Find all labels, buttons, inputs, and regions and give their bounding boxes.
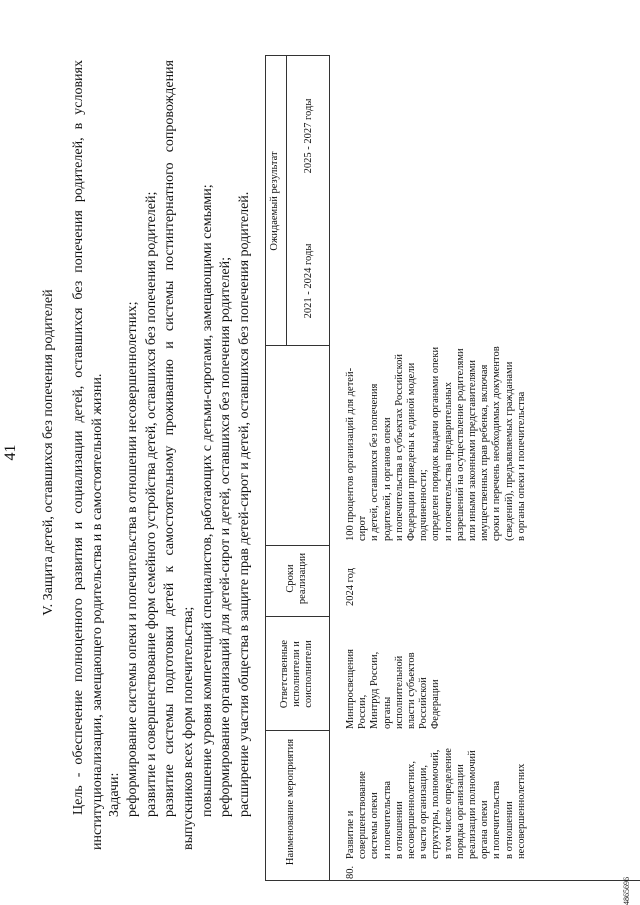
task-item: развитие системы подготовки детей к самостоятельному проживанию и системы постинтернатного сопровождения <box>162 60 177 817</box>
table-left-border <box>265 880 640 881</box>
col-divider <box>265 730 329 731</box>
header-period-2: 2025 - 2027 годы <box>303 98 314 174</box>
header-period-1: 2021 - 2024 годы <box>303 243 314 319</box>
col-divider <box>265 545 329 546</box>
table-top-border <box>265 55 266 881</box>
header-split-line <box>286 55 287 346</box>
task-item: реформирование организаций для детей-сирот и детей, оставшихся без попечения родителей; <box>218 257 233 817</box>
task-item: развитие и совершенствование форм семейного устройства детей, оставшихся без попечения родителей; <box>144 191 159 817</box>
row-number: 80. <box>345 865 356 879</box>
section-title: V. Защита детей, оставшихся без попечения родителей <box>41 289 56 616</box>
task-item-continuation: выпускников всех форм попечительства; <box>181 606 196 850</box>
goal-paragraph: Цель - обеспечение полноценного развития и социализации детей, оставшихся без попечения родителей, в условиях институционализации, замещающего родительства и в самостоятельной жизни. <box>71 60 105 850</box>
header-expected: Ожидаемый результат <box>269 151 280 251</box>
col-divider <box>265 616 329 617</box>
task-item: расширение участия общества в защите прав детей-сирот и детей, оставшихся без попечения родителей. <box>237 191 252 817</box>
row-executors: Минпросвещения России, Минтруд России, органы исполнительной власти субъектов Российской Федерации <box>345 649 442 729</box>
task-item: реформирование системы опеки и попечительства в отношении несовершеннолетних; <box>125 301 140 817</box>
header-name: Наименование мероприятия <box>285 738 296 866</box>
task-item: повышение уровня компетенций специалистов, работающих с детьми-сиротами, замещающими семьями; <box>200 184 215 817</box>
row-name: Развитие и совершенствование системы опеки и попечительства в отношении несовершеннолетних, в части организации, структуры, полномочий, в том числе определение порядка организации реализации полномочий органа опеки и попечительства в отношении несовершеннолетних <box>345 748 527 859</box>
header-bottom-border <box>329 55 330 881</box>
document-code: 4865696 <box>622 877 631 905</box>
measures-table <box>265 55 640 881</box>
page-number: 41 <box>2 444 19 461</box>
tasks-heading: Задачи: <box>107 772 122 817</box>
row-result-1: 100 процентов организаций для детей-сирот и детей, оставшихся без попечения родителей, и органов опеки и попечительства в субъектах Российской Федерации приведены к единой модели подчиненности; определен порядок выдачи органами опеки и попечительства предварительных разрешений на осуществление родителями или иными законными представителями имущественных прав ребенка, включая сроки и перечень необходимых документов (сведений), предъявляемых гражданами в органы опеки и попечительства <box>345 346 527 541</box>
header-executors: Ответственные исполнители и соисполнители <box>279 639 314 709</box>
row-term: 2024 год <box>345 568 356 606</box>
header-terms: Сроки реализации <box>285 552 308 605</box>
